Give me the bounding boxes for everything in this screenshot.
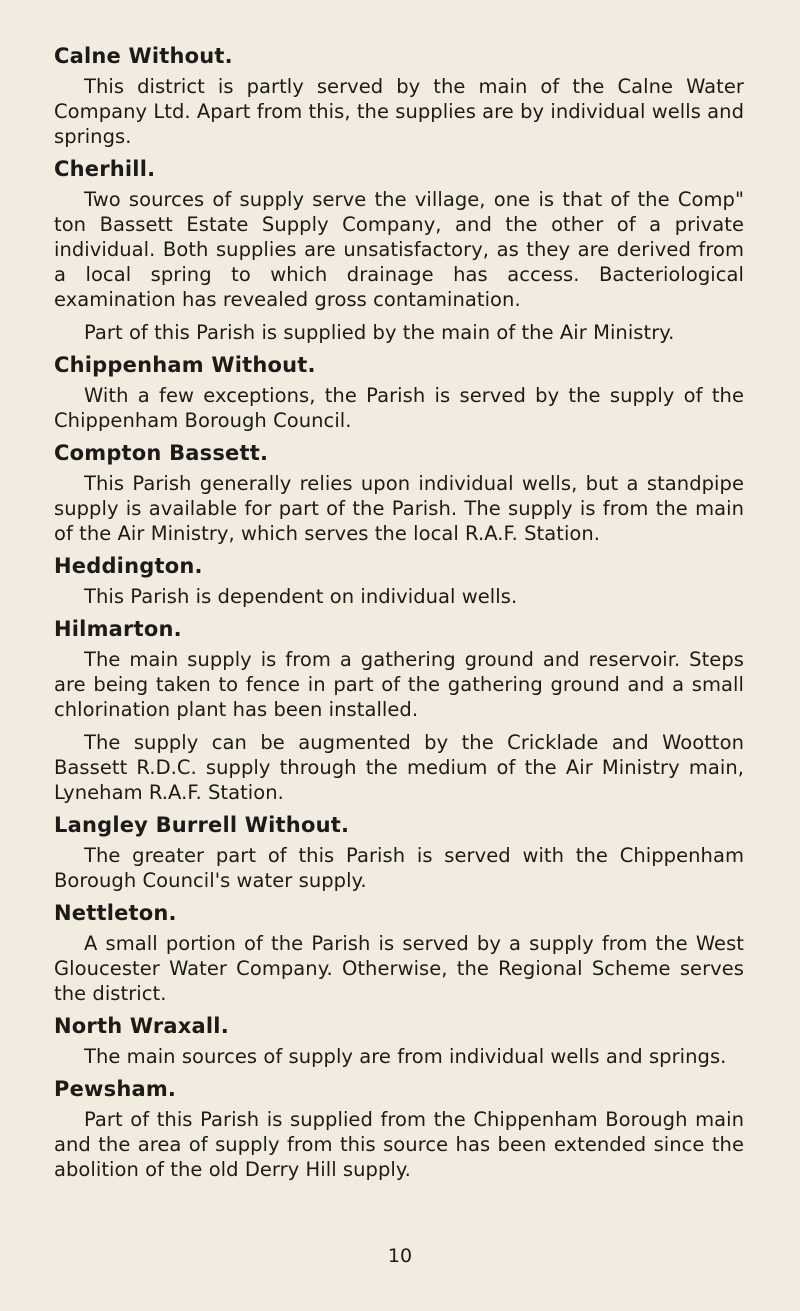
section-paragraph: This Parish generally relies upon individual wells, but a standpipe supply is available for part of the Parish. The supply is from the main of the Air Ministry, which serves the local R.A.F. Station. [54,472,744,545]
section-paragraph: Part of this Parish is supplied by the main of the Air Ministry. [84,321,675,344]
section-paragraph: This district is partly served by the main of the Calne Water Company Ltd. Apart from this, the supplies are by individual wells and springs. [54,75,745,148]
section-paragraph: A small portion of the Parish is served by a supply from the West Gloucester Water Company. Otherwise, the Regional Scheme serves the district. [54,932,744,1005]
section-heading: Cherhill. [54,157,156,181]
section-pewsham [54,1077,744,1182]
section-paragraph: This Parish is dependent on individual wells. [84,585,518,608]
section-hilmarton [54,617,744,805]
section-paragraph: Two sources of supply serve the village, one is that of the Comp" ton Bassett Estate Supply Company, and the other of a private individual. Both supplies are unsatisfactory, as they are derived from a local spring to which drainage has access. Bacteriological examination has revealed gross contamination. [54,188,744,311]
section-heading: Nettleton. [54,901,177,925]
section-paragraph: Part of this Parish is supplied from the Chippenham Borough main and the area of supply from this source has been extended since the abolition of the old Derry Hill supply. [54,1108,744,1181]
section-paragraph: With a few exceptions, the Parish is served by the supply of the Chippenham Borough Council. [54,384,744,432]
section-cherhill [54,157,744,345]
section-heading: Pewsham. [54,1077,177,1101]
section-paragraph: The supply can be augmented by the Cricklade and Wootton Bassett R.D.C. supply through the medium of the Air Ministry main, Lyneham R.A.F. Station. [54,731,744,804]
section-heading: Langley Burrell Without. [54,813,350,837]
section-heading: Chippenham Without. [54,353,316,377]
section-paragraph: The greater part of this Parish is served with the Chippenham Borough Council's water supply. [54,844,744,892]
section-compton-bassett [54,441,744,546]
section-heading: Compton Bassett. [54,441,269,465]
section-heading: Heddington. [54,554,203,578]
section-north-wraxall [54,1014,744,1069]
section-nettleton [54,901,744,1006]
section-heddington [54,554,744,609]
page-number: 10 [387,1245,413,1267]
section-paragraph: The main supply is from a gathering ground and reservoir. Steps are being taken to fence in part of the gathering ground and a small chlorination plant has been installed. [54,648,744,721]
section-langley-burrell-without [54,813,744,893]
section-calne-without [54,44,744,149]
section-heading: Calne Without. [54,44,233,68]
section-heading: North Wraxall. [54,1014,229,1038]
section-heading: Hilmarton. [54,617,182,641]
section-chippenham-without [54,353,744,433]
section-paragraph: The main sources of supply are from individual wells and springs. [84,1045,727,1068]
